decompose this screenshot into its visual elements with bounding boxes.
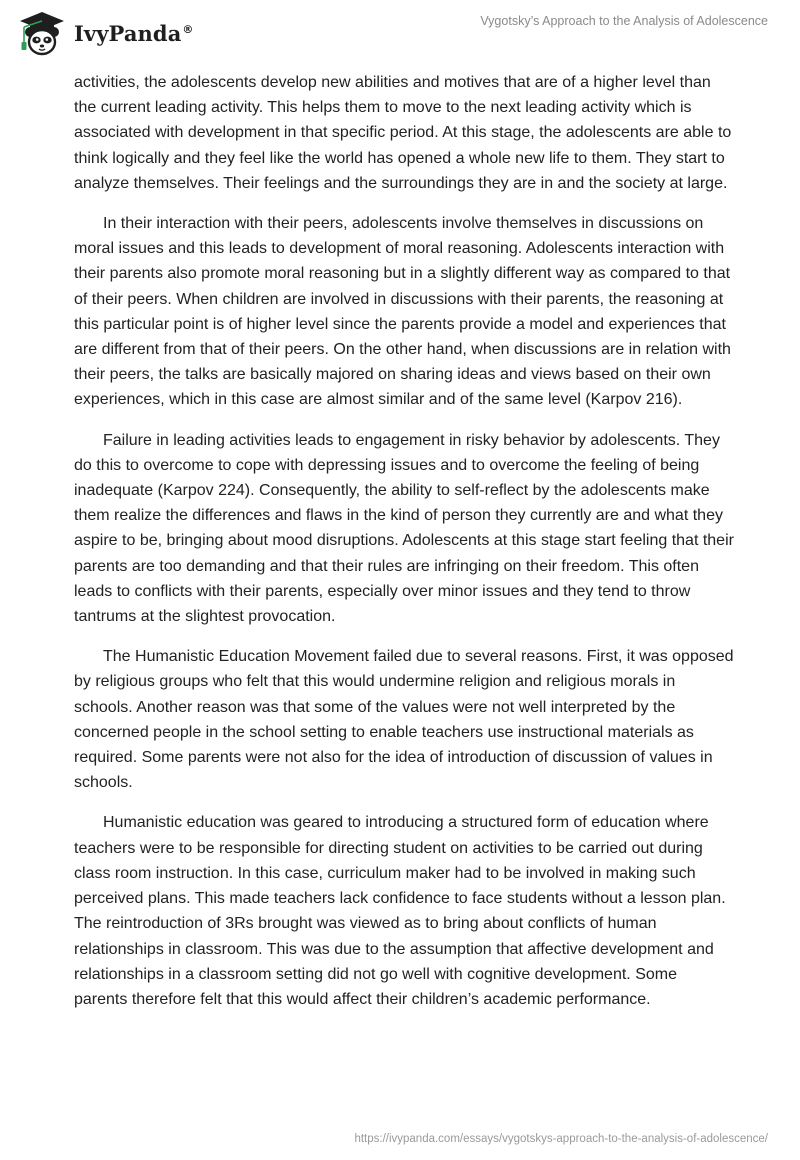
page-header <box>0 0 800 70</box>
brand-name: IvyPanda® <box>74 20 194 46</box>
ivypanda-logo[interactable] <box>12 8 194 58</box>
paragraph: Failure in leading activities leads to engagement in risky behavior by adolescents. They do this to overcome to cope with depressing issues and to overcome the feeling of being inadequate (Karpov 224). Consequently, the ability to self-reflect by the adolescents make them realize the differences and flaws in the kind of person they currently are and what they aspire to be, bringing about mood disruptions. Adolescents at this stage start feeling that their parents are too demanding and that their rules are infringing on their freedom. This often leads to conflicts with their parents, especially over minor issues and they tend to throw tantrums at the slightest provocation. <box>74 431 734 626</box>
paragraph: The Humanistic Education Movement failed due to several reasons. First, it was opposed by religious groups who felt that this would undermine religion and religious morals in schools. Another reason was that some of the values were not well interpreted by the concerned people in the school setting to enable teachers use instructional materials as required. Some parents were not also for the idea of introduction of discussion of values in schools. <box>74 648 734 792</box>
paragraph: Humanistic education was geared to introducing a structured form of education where teachers were to be responsible for directing student on activities to be carried out during class room instruction. In this case, curriculum maker had to be involved in making such perceived plans. This made teachers lack confidence to face students without a lesson plan. The reintroduction of 3Rs brought was viewed as to bring about conflicts of human relationships in classroom. This was due to the assumption that affective development and relationships in a classroom setting did not go well with cognitive development. Some parents therefore felt that this would affect their children’s academic performance. <box>74 814 726 1008</box>
panda-mascot-icon <box>12 8 68 58</box>
paragraph: In their interaction with their peers, adolescents involve themselves in discussions on moral issues and this leads to development of moral reasoning. Adolescents interaction with their parents also promote moral reasoning but in a slightly different way as compared to that of their peers. When children are involved in discussions with their parents, the reasoning at this particular point is of higher level since the parents provide a model and experiences that are different from that of their peers. On the other hand, when discussions are in relation with their peers, the talks are basically majored on sharing ideas and views based on their own experiences, which in this case are almost similar and of the same level (Karpov 216). <box>74 215 731 409</box>
document-title: Vygotsky’s Approach to the Analysis of Adolescence <box>480 14 768 28</box>
paragraph: activities, the adolescents develop new abilities and motives that are of a higher level than the current leading activity. This helps them to move to the next leading activity which is associated with development in that specific period. At this stage, the adolescents are able to think logically and they feel like the world has opened a whole new life to them. They start to analyze themselves. Their feelings and the surroundings they are in and the society at large. <box>74 74 732 192</box>
essay-body <box>74 70 734 1027</box>
source-url[interactable]: https://ivypanda.com/essays/vygotskys-approach-to-the-analysis-of-adolescence/ <box>354 1133 768 1145</box>
registered-mark: ® <box>182 22 194 36</box>
